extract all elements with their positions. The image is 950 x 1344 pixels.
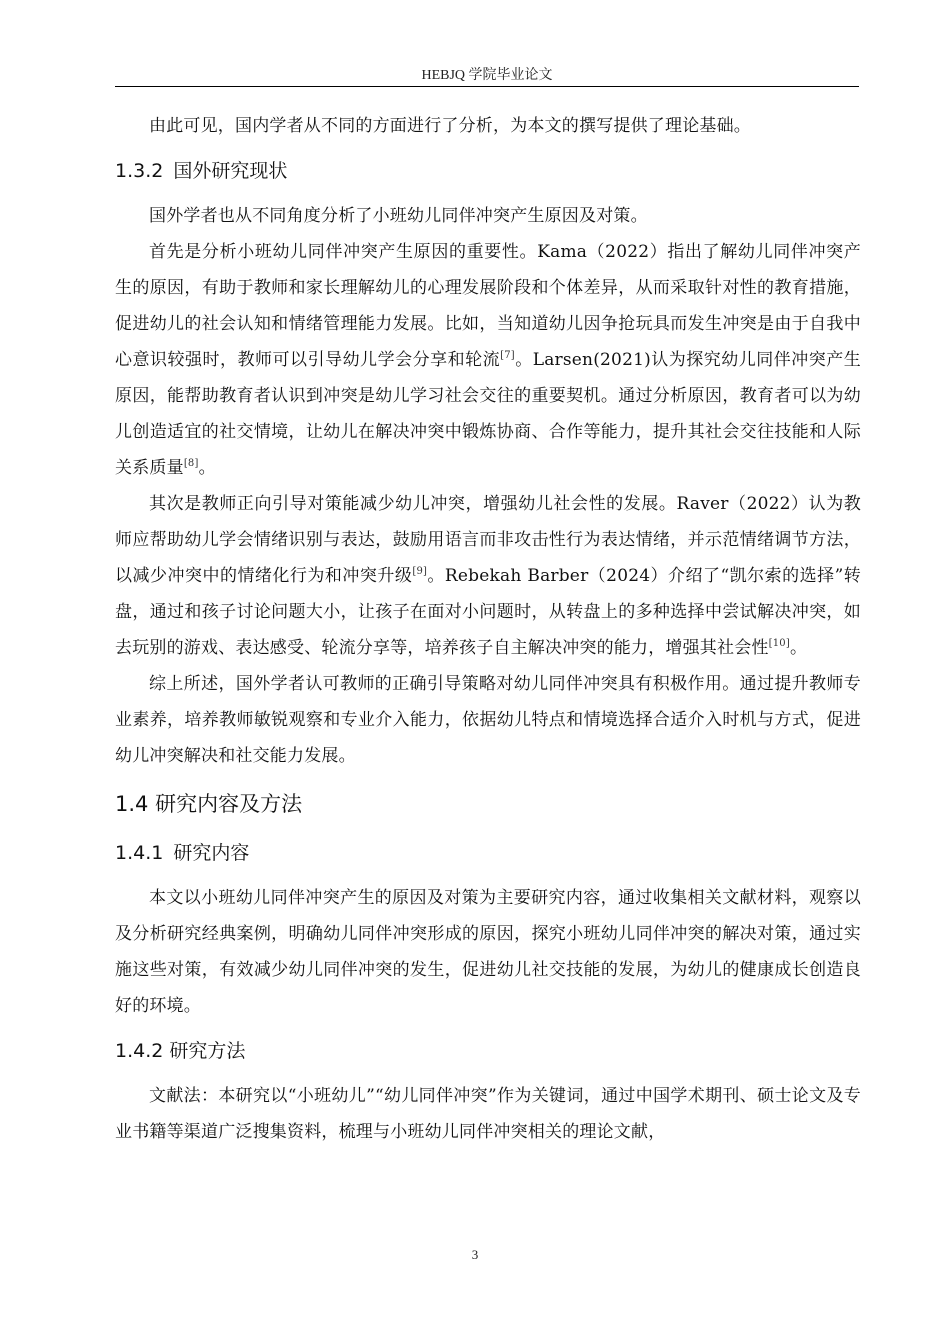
section-heading-1-4-2 bbox=[115, 1036, 861, 1066]
section-number: 1.4.1 bbox=[115, 842, 164, 864]
page-header: HEBJQ 学院毕业论文 bbox=[421, 68, 553, 83]
citation-ref: [9] bbox=[412, 566, 428, 577]
section-number: 1.4.2 bbox=[115, 1040, 164, 1062]
paragraph-intro: 由此可见，国内学者从不同的方面进行了分析，为本文的撰写提供了理论基础。 bbox=[149, 116, 751, 136]
section-number: 1.4 bbox=[115, 792, 149, 816]
paragraph-literature-method: 文献法：本研究以“小班幼儿”“幼儿同伴冲突”作为关键词，通过中国学术期刊、硕士论文及专业书籍等渠道广泛搜集资料，梳理与小班幼儿同伴冲突相关的理论文献， bbox=[115, 1086, 861, 1142]
paragraph-text: 。 bbox=[198, 458, 216, 478]
paragraph-research-content: 本文以小班幼儿同伴冲突产生的原因及对策为主要研究内容，通过收集相关文献材料，观察以及分析研究经典案例，明确幼儿同伴冲突形成的原因，探究小班幼儿同伴冲突的解决对策，通过实施这些对策，有效减少幼儿同伴冲突的发生，促进幼儿社交技能的发展，为幼儿的健康成长创造良好的环境。 bbox=[115, 888, 861, 1016]
section-heading-1-4-1 bbox=[115, 838, 861, 868]
section-title: 研究内容 bbox=[173, 842, 250, 864]
paragraph-text: 。Rebekah Barber（2024）介绍了“凯尔索的选择”转盘，通过和孩子讨论问题大小，让孩子在面对小问题时，从转盘上的多种选择中尝试解决冲突，如去玩别的游戏、表达感受、轮流分享等，培养孩子自主解决冲突的能力，增强其社会性 bbox=[115, 566, 861, 658]
section-heading-1-3-2 bbox=[115, 156, 861, 186]
header-rule bbox=[115, 86, 859, 87]
paragraph-cause-importance bbox=[115, 234, 861, 486]
section-title: 研究内容及方法 bbox=[155, 792, 303, 816]
section-title: 国外研究现状 bbox=[173, 160, 288, 182]
page-number: 3 bbox=[471, 1247, 479, 1262]
paragraph-foreign-overview: 国外学者也从不同角度分析了小班幼儿同伴冲突产生原因及对策。 bbox=[149, 206, 648, 226]
section-title: 研究方法 bbox=[169, 1040, 246, 1062]
paragraph-text: 。 bbox=[789, 638, 808, 658]
citation-ref: [7] bbox=[500, 350, 515, 361]
paragraph-summary: 综上所述，国外学者认可教师的正确引导策略对幼儿同伴冲突具有积极作用。通过提升教师专业素养，培养教师敏锐观察和专业介入能力，依据幼儿特点和情境选择合适介入时机与方式，促进幼儿冲突解决和社交能力发展。 bbox=[115, 674, 861, 766]
paragraph-text: 。Larsen(2021)认为探究幼儿同伴冲突产生原因，能帮助教育者认识到冲突是幼儿学习社会交往的重要契机。通过分析原因，教育者可以为幼儿创造适宜的社交情境，让幼儿在解决冲突中锻炼协商、合作等能力，提升其社会交往技能和人际关系质量 bbox=[115, 350, 862, 478]
paragraph-teacher-guidance bbox=[115, 486, 861, 666]
citation-ref: [10] bbox=[768, 638, 790, 649]
paragraph-text: 首先是分析小班幼儿同伴冲突产生原因的重要性。Kama（2022）指出了解幼儿同伴冲突产生的原因，有助于教师和家长理解幼儿的心理发展阶段和个体差异，从而采取针对性的教育措施，促进幼儿的社会认知和情绪管理能力发展。比如，当知道幼儿因争抢玩具而发生冲突是由于自我中心意识较强时，教师可以引导幼儿学会分享和轮流 bbox=[115, 242, 861, 370]
citation-ref: [8] bbox=[183, 458, 199, 469]
section-number: 1.3.2 bbox=[115, 160, 164, 182]
paragraph-text: 其次是教师正向引导对策能减少幼儿冲突，增强幼儿社会性的发展。Raver（2022）认为教师应帮助幼儿学会情绪识别与表达，鼓励用语言而非攻击性行为表达情绪，并示范情绪调节方法，以减少冲突中的情绪化行为和冲突升级 bbox=[115, 494, 861, 586]
document-body bbox=[115, 108, 861, 1150]
section-heading-1-4 bbox=[115, 788, 861, 820]
